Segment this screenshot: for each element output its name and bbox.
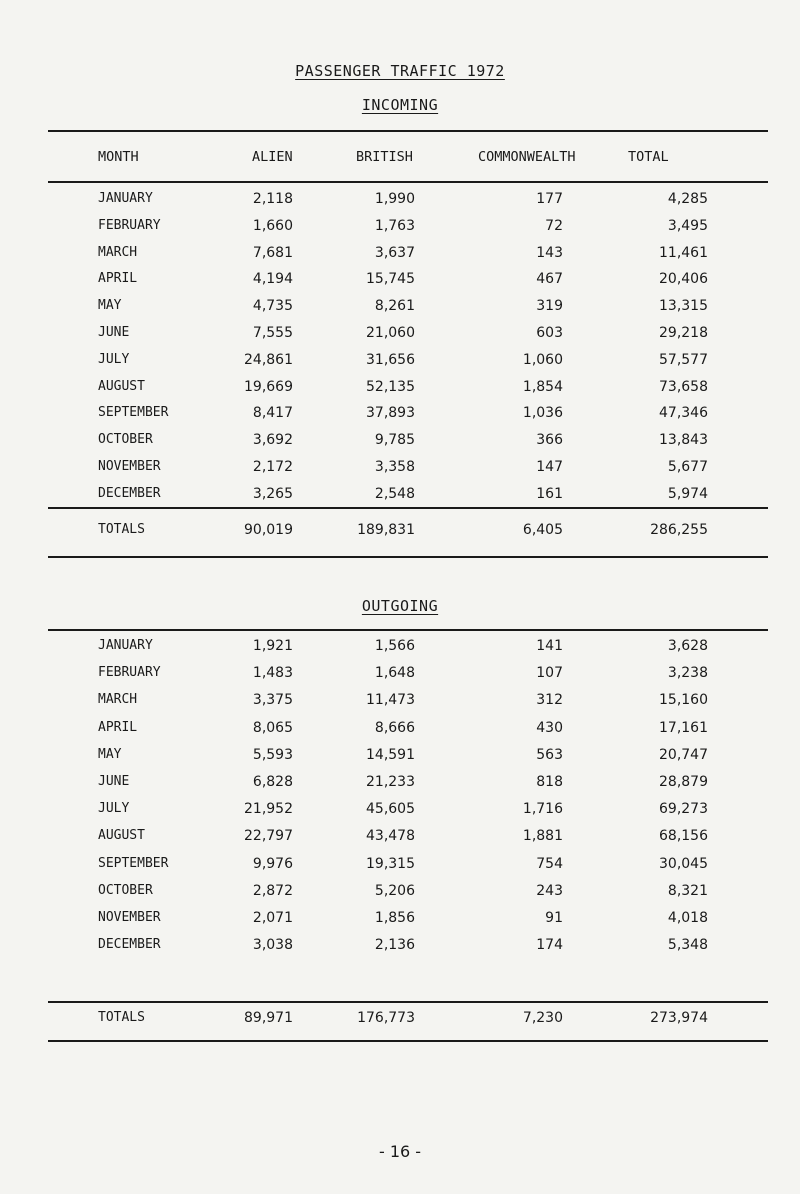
outgoing-heading: OUTGOING <box>361 597 439 615</box>
page-number: - 16 - <box>378 1142 422 1161</box>
cell-total: 13,315 <box>659 298 708 315</box>
cell-commonwealth: 1,060 <box>522 351 563 368</box>
table-row <box>0 298 800 326</box>
table-row <box>0 245 800 273</box>
column-header-total: TOTAL <box>628 149 669 165</box>
cell-commonwealth: 603 <box>536 325 563 341</box>
cell-british: 8,261 <box>374 298 415 315</box>
column-header-commonwealth: COMMONWEALTH <box>478 149 576 165</box>
cell-total: 47,346 <box>659 405 708 422</box>
cell-month: JULY <box>98 351 130 367</box>
cell-alien: 8,417 <box>252 405 293 422</box>
incoming-totals-bottom-rule <box>48 556 768 558</box>
totals-row <box>0 1010 800 1038</box>
cell-month: AUGUST <box>98 378 145 394</box>
cell-british: 1,856 <box>374 910 415 926</box>
table-row <box>0 405 800 433</box>
cell-month: MAY <box>98 298 122 314</box>
table-row <box>0 937 800 965</box>
cell-british: 21,060 <box>366 325 415 341</box>
cell-total: 5,974 <box>667 485 708 502</box>
table-row <box>0 883 800 911</box>
cell-alien: 7,681 <box>252 244 293 261</box>
cell-british: 3,637 <box>374 244 415 261</box>
cell-british: 2,136 <box>374 937 415 954</box>
cell-commonwealth: 174 <box>536 937 563 954</box>
cell-alien: 19,669 <box>244 378 293 395</box>
cell-british: 19,315 <box>366 855 415 872</box>
cell-total: 29,218 <box>659 325 708 341</box>
cell-british: 3,358 <box>374 459 415 475</box>
table-row <box>0 720 800 748</box>
table-row <box>0 379 800 407</box>
cell-month: SEPTEMBER <box>98 405 169 421</box>
cell-total: 28,879 <box>659 774 708 790</box>
cell-commonwealth: 161 <box>536 485 563 502</box>
cell-month: JULY <box>98 801 130 817</box>
cell-total: 20,747 <box>659 746 708 763</box>
cell-british: 2,548 <box>374 485 415 502</box>
cell-commonwealth: 467 <box>536 271 563 288</box>
cell-british: 1,566 <box>374 638 415 654</box>
cell-month: JANUARY <box>98 191 153 206</box>
cell-total: 69,273 <box>659 801 708 818</box>
cell-total: 15,160 <box>659 692 708 709</box>
cell-month: APRIL <box>98 719 138 735</box>
table-row <box>0 856 800 884</box>
cell-british: 11,473 <box>366 692 415 709</box>
cell-commonwealth: 1,036 <box>522 405 563 422</box>
cell-british: 1,648 <box>374 665 415 682</box>
cell-alien: 1,921 <box>252 638 293 654</box>
cell-alien: 5,593 <box>252 746 293 763</box>
cell-alien: 21,952 <box>244 801 293 818</box>
cell-alien: 1,660 <box>252 217 293 234</box>
cell-alien: 3,265 <box>252 485 293 502</box>
totals-row <box>0 522 800 550</box>
cell-month: JUNE <box>98 774 130 789</box>
cell-commonwealth: 754 <box>536 855 563 872</box>
cell-commonwealth: 91 <box>545 910 563 926</box>
cell-month: NOVEMBER <box>98 459 161 474</box>
cell-alien: 3,038 <box>252 937 293 954</box>
cell-total: 4,285 <box>667 191 708 207</box>
cell-month: FEBRUARY <box>98 217 161 233</box>
cell-alien: 1,483 <box>252 665 293 682</box>
cell-alien: 3,692 <box>252 432 293 449</box>
cell-total: 5,348 <box>667 937 708 954</box>
cell-month: DECEMBER <box>98 937 161 953</box>
cell-alien: 2,172 <box>252 459 293 475</box>
cell-month: OCTOBER <box>98 432 153 448</box>
cell-month: JUNE <box>98 325 130 340</box>
table-row <box>0 747 800 775</box>
cell-total: 5,677 <box>667 459 708 475</box>
cell-commonwealth: 243 <box>536 882 563 899</box>
totals-total: 273,974 <box>650 1010 708 1026</box>
totals-commonwealth: 6,405 <box>522 522 563 538</box>
table-row <box>0 218 800 246</box>
cell-commonwealth: 72 <box>545 217 563 234</box>
table-row <box>0 910 800 938</box>
table-row <box>0 459 800 487</box>
cell-month: MAY <box>98 746 122 762</box>
table-row <box>0 801 800 829</box>
cell-month: AUGUST <box>98 828 145 844</box>
cell-month: MARCH <box>98 692 138 708</box>
cell-british: 43,478 <box>366 828 415 845</box>
table-row <box>0 665 800 693</box>
totals-total: 286,255 <box>650 522 708 538</box>
cell-commonwealth: 1,854 <box>522 378 563 395</box>
cell-british: 52,135 <box>366 378 415 395</box>
table-row <box>0 271 800 299</box>
totals-british: 176,773 <box>357 1010 415 1026</box>
column-header-month: MONTH <box>98 149 139 165</box>
cell-total: 13,843 <box>659 432 708 449</box>
cell-british: 1,990 <box>374 191 415 207</box>
cell-commonwealth: 319 <box>536 298 563 315</box>
totals-british: 189,831 <box>357 522 415 538</box>
cell-total: 3,628 <box>667 638 708 654</box>
cell-commonwealth: 107 <box>536 665 563 682</box>
cell-alien: 2,071 <box>252 910 293 926</box>
cell-commonwealth: 312 <box>536 692 563 709</box>
cell-commonwealth: 1,881 <box>522 828 563 845</box>
table-row <box>0 828 800 856</box>
totals-commonwealth: 7,230 <box>522 1010 563 1026</box>
outgoing-totals-top-rule <box>48 1001 768 1003</box>
table-row <box>0 692 800 720</box>
cell-british: 14,591 <box>366 746 415 763</box>
cell-alien: 8,065 <box>252 719 293 736</box>
outgoing-totals-bottom-rule <box>48 1040 768 1042</box>
incoming-heading: INCOMING <box>361 96 439 114</box>
cell-british: 37,893 <box>366 405 415 422</box>
table-row <box>0 325 800 353</box>
header-bottom-rule <box>48 181 768 183</box>
cell-alien: 22,797 <box>244 828 293 845</box>
cell-month: MARCH <box>98 244 138 260</box>
cell-alien: 24,861 <box>244 351 293 368</box>
totals-alien: 89,971 <box>244 1010 293 1026</box>
totals-label: TOTALS <box>98 1010 145 1025</box>
cell-total: 17,161 <box>659 719 708 736</box>
cell-alien: 4,735 <box>252 298 293 315</box>
cell-british: 31,656 <box>366 351 415 368</box>
cell-alien: 2,118 <box>252 191 293 207</box>
header-top-rule <box>48 130 768 132</box>
cell-total: 3,495 <box>667 217 708 234</box>
cell-commonwealth: 147 <box>536 459 563 475</box>
cell-month: APRIL <box>98 271 138 287</box>
cell-british: 15,745 <box>366 271 415 288</box>
cell-total: 11,461 <box>659 244 708 261</box>
cell-commonwealth: 177 <box>536 191 563 207</box>
totals-alien: 90,019 <box>244 522 293 538</box>
cell-commonwealth: 143 <box>536 244 563 261</box>
cell-british: 45,605 <box>366 801 415 818</box>
cell-british: 1,763 <box>374 217 415 234</box>
totals-label: TOTALS <box>98 522 145 537</box>
outgoing-top-rule <box>48 629 768 631</box>
cell-alien: 4,194 <box>252 271 293 288</box>
cell-total: 20,406 <box>659 271 708 288</box>
cell-total: 73,658 <box>659 378 708 395</box>
cell-commonwealth: 1,716 <box>522 801 563 818</box>
cell-total: 68,156 <box>659 828 708 845</box>
page-title: PASSENGER TRAFFIC 1972 <box>295 62 505 80</box>
cell-commonwealth: 366 <box>536 432 563 449</box>
table-row <box>0 191 800 219</box>
cell-total: 4,018 <box>667 910 708 926</box>
cell-commonwealth: 430 <box>536 719 563 736</box>
cell-commonwealth: 818 <box>536 774 563 790</box>
cell-british: 8,666 <box>374 719 415 736</box>
cell-alien: 2,872 <box>252 882 293 899</box>
cell-total: 8,321 <box>667 882 708 899</box>
cell-british: 21,233 <box>366 774 415 790</box>
table-row <box>0 352 800 380</box>
cell-month: NOVEMBER <box>98 910 161 925</box>
table-row <box>0 432 800 460</box>
cell-total: 30,045 <box>659 855 708 872</box>
column-header-alien: ALIEN <box>252 149 293 165</box>
cell-month: SEPTEMBER <box>98 855 169 871</box>
cell-alien: 6,828 <box>252 774 293 790</box>
incoming-totals-top-rule <box>48 507 768 509</box>
table-row <box>0 638 800 666</box>
column-header-british: BRITISH <box>356 149 413 165</box>
cell-month: DECEMBER <box>98 485 161 501</box>
cell-month: JANUARY <box>98 638 153 653</box>
cell-commonwealth: 563 <box>536 746 563 763</box>
cell-commonwealth: 141 <box>536 638 563 654</box>
cell-month: OCTOBER <box>98 882 153 898</box>
cell-alien: 9,976 <box>252 855 293 872</box>
cell-alien: 7,555 <box>252 325 293 341</box>
cell-total: 3,238 <box>667 665 708 682</box>
cell-british: 5,206 <box>374 882 415 899</box>
cell-british: 9,785 <box>374 432 415 449</box>
cell-total: 57,577 <box>659 351 708 368</box>
table-row <box>0 774 800 802</box>
cell-month: FEBRUARY <box>98 665 161 681</box>
table-row <box>0 486 800 514</box>
cell-alien: 3,375 <box>252 692 293 709</box>
